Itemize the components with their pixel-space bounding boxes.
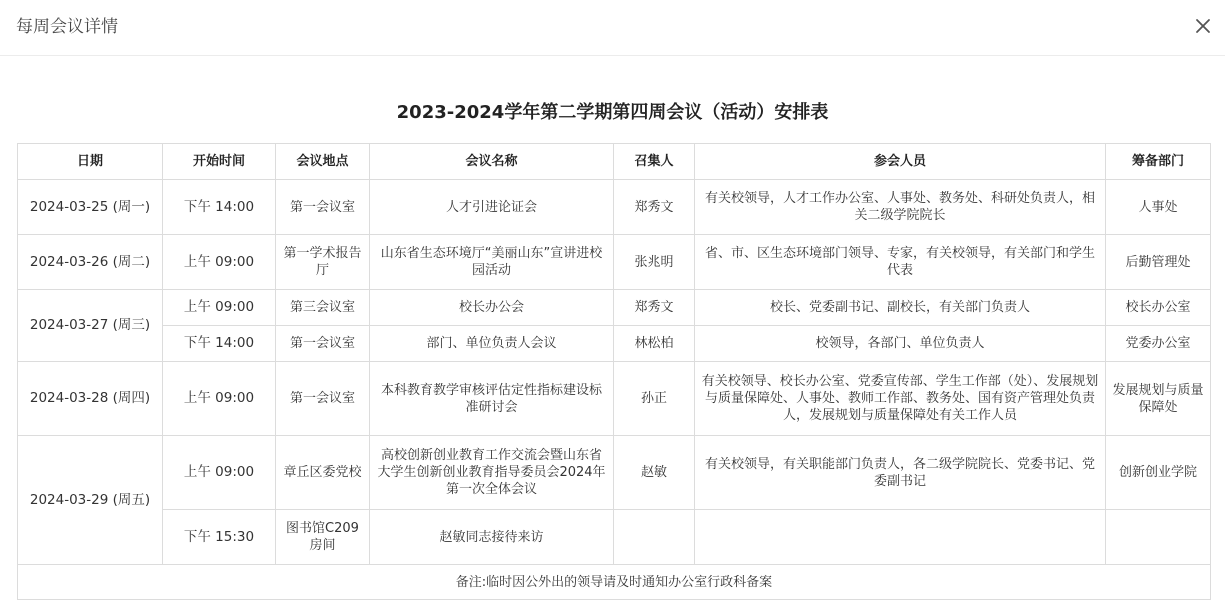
column-header-start-time: 开始时间	[163, 144, 276, 180]
date-cell: 2024-03-29 (周五)	[18, 436, 163, 565]
table-row	[18, 510, 1211, 565]
convener-cell: 张兆明	[614, 235, 695, 290]
convener-cell: 赵敏	[614, 436, 695, 510]
table-row	[18, 180, 1211, 235]
table-row	[18, 235, 1211, 290]
department-cell: 党委办公室	[1106, 326, 1211, 362]
close-icon[interactable]	[1191, 14, 1215, 38]
location-cell: 第一会议室	[276, 180, 370, 235]
department-cell: 发展规划与质量保障处	[1106, 362, 1211, 436]
table-row	[18, 362, 1211, 436]
meeting-name-cell: 人才引进论证会	[370, 180, 614, 235]
dialog-title: 每周会议详情	[16, 17, 118, 37]
location-cell: 章丘区委党校	[276, 436, 370, 510]
department-cell: 校长办公室	[1106, 290, 1211, 326]
attendees-cell: 省、市、区生态环境部门领导、专家，有关校领导，有关部门和学生代表	[695, 235, 1106, 290]
meeting-name-cell: 本科教育教学审核评估定性指标建设标准研讨会	[370, 362, 614, 436]
attendees-cell: 有关校领导，人才工作办公室、人事处、教务处、科研处负责人，相关二级学院院长	[695, 180, 1106, 235]
date-cell: 2024-03-25 (周一)	[18, 180, 163, 235]
time-cell: 下午 15:30	[163, 510, 276, 565]
note-cell: 备注:临时因公外出的领导请及时通知办公室行政科备案	[18, 565, 1211, 600]
meeting-name-cell: 高校创新创业教育工作交流会暨山东省大学生创新创业教育指导委员会2024年第一次全体会议	[370, 436, 614, 510]
convener-cell: 林松柏	[614, 326, 695, 362]
date-cell: 2024-03-27 (周三)	[18, 290, 163, 362]
location-cell: 第一会议室	[276, 326, 370, 362]
convener-cell: 郑秀文	[614, 290, 695, 326]
location-cell: 图书馆C209房间	[276, 510, 370, 565]
meeting-name-cell: 部门、单位负责人会议	[370, 326, 614, 362]
attendees-cell: 校领导，各部门、单位负责人	[695, 326, 1106, 362]
convener-cell: 孙正	[614, 362, 695, 436]
column-header-location: 会议地点	[276, 144, 370, 180]
column-header-date: 日期	[18, 144, 163, 180]
department-cell	[1106, 510, 1211, 565]
attendees-cell: 有关校领导，有关职能部门负责人，各二级学院院长、党委书记、党委副书记	[695, 436, 1106, 510]
time-cell: 上午 09:00	[163, 362, 276, 436]
date-cell: 2024-03-26 (周二)	[18, 235, 163, 290]
department-cell: 后勤管理处	[1106, 235, 1211, 290]
column-header-attendees: 参会人员	[695, 144, 1106, 180]
convener-cell	[614, 510, 695, 565]
table-header-row	[18, 144, 1211, 180]
close-button[interactable]	[1191, 14, 1215, 38]
location-cell: 第一会议室	[276, 362, 370, 436]
note-row	[18, 565, 1211, 600]
dialog-header	[0, 0, 1225, 56]
table-row	[18, 326, 1211, 362]
column-header-meeting-name: 会议名称	[370, 144, 614, 180]
meeting-name-cell: 赵敏同志接待来访	[370, 510, 614, 565]
meeting-name-cell: 山东省生态环境厅“美丽山东”宣讲进校园活动	[370, 235, 614, 290]
location-cell: 第三会议室	[276, 290, 370, 326]
time-cell: 下午 14:00	[163, 326, 276, 362]
convener-cell: 郑秀文	[614, 180, 695, 235]
meeting-schedule-table	[17, 143, 1211, 600]
department-cell: 人事处	[1106, 180, 1211, 235]
attendees-cell: 校长、党委副书记、副校长，有关部门负责人	[695, 290, 1106, 326]
time-cell: 上午 09:00	[163, 290, 276, 326]
attendees-cell: 有关校领导、校长办公室、党委宣传部、学生工作部（处）、发展规划与质量保障处、人事处、教师工作部、教务处、国有资产管理处负责人，发展规划与质量保障处有关工作人员	[695, 362, 1106, 436]
meeting-name-cell: 校长办公会	[370, 290, 614, 326]
time-cell: 上午 09:00	[163, 235, 276, 290]
time-cell: 下午 14:00	[163, 180, 276, 235]
location-cell: 第一学术报告厅	[276, 235, 370, 290]
time-cell: 上午 09:00	[163, 436, 276, 510]
department-cell: 创新创业学院	[1106, 436, 1211, 510]
schedule-title: 2023-2024学年第二学期第四周会议（活动）安排表	[396, 102, 829, 123]
date-cell: 2024-03-28 (周四)	[18, 362, 163, 436]
table-row	[18, 290, 1211, 326]
attendees-cell	[695, 510, 1106, 565]
column-header-department: 筹备部门	[1106, 144, 1211, 180]
table-row	[18, 436, 1211, 510]
column-header-convener: 召集人	[614, 144, 695, 180]
